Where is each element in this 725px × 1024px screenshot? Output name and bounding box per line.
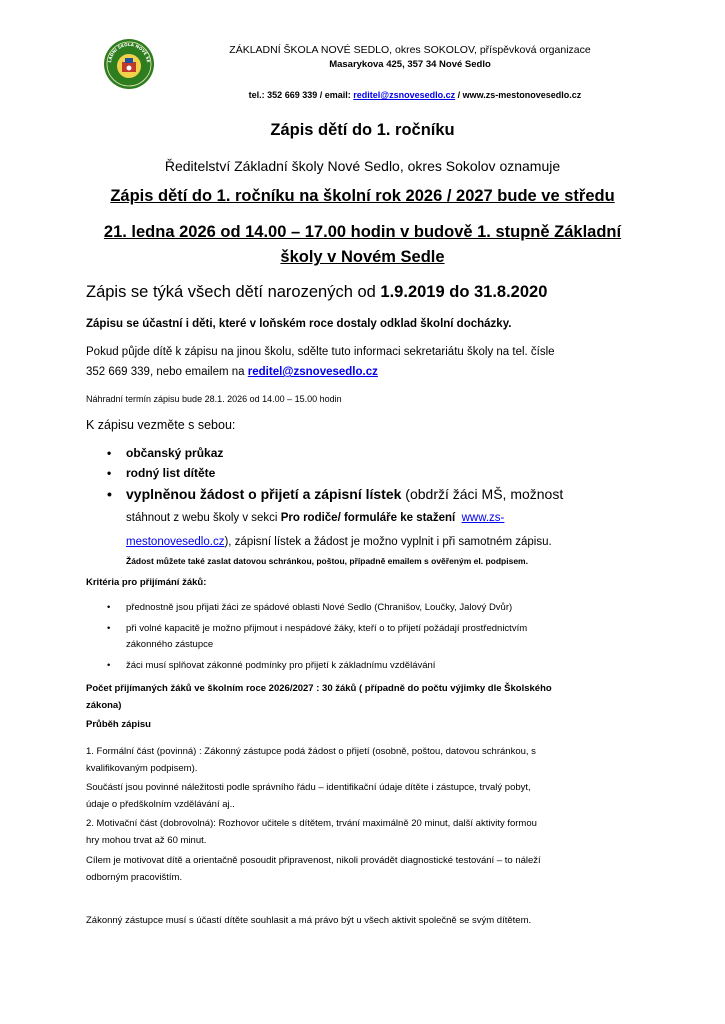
school-name: ZÁKLADNÍ ŠKOLA NOVÉ SEDLO, okres SOKOLOV, příspěvková organizace: [229, 44, 591, 56]
list-item: • rodný list dítěte: [107, 463, 627, 483]
requisites: Součástí jsou povinné náležitosti podle správního řádu – identifikační údaje dítěte i zástupce, trvalý pobyt, údaje o předškolním vzdělávání aj..: [86, 782, 531, 810]
birth-range-prefix: Zápis se týká všech dětí narozených od: [86, 283, 376, 301]
bring-list: [107, 443, 627, 569]
bring-heading: K zápisu vezměte s sebou:: [86, 418, 236, 432]
web-link[interactable]: www.zs-: [461, 512, 505, 524]
school-logo: [103, 38, 155, 90]
other-school-line-2: 352 669 339, nebo emailem na: [86, 366, 245, 378]
web-link-cont[interactable]: mestonovesedlo.cz: [126, 536, 225, 548]
svg-text:ZÁKLADNÍ ŠKOLA NOVÉ SEDLO: LADNÍ ŠKOLA NOVÉ SE: [107, 41, 151, 63]
criteria-heading: Kritéria pro přijímání žáků:: [86, 577, 207, 588]
headline-time: 21. ledna 2026 od 14.00 – 17.00 hodin v budově 1. stupně Základní: [103, 223, 622, 241]
list-item: • vyplněnou žádost o přijetí a zápisní lístek (obdrží žáci MŠ, možnost stáhnout z webu školy v sekci Pro rodiče/ formuláře ke stažení www.zs- mestonovesedlo.cz), zápisní lístek a žádost je možno vyplnit i při samotném zápisu. Žádost můžete také zaslat datovou schránkou, poštou, případně emailem s ověřeným el. podpisem.: [107, 483, 627, 569]
email-link[interactable]: reditel@zsnovesedlo.cz: [353, 90, 456, 100]
consent-note: Zákonný zástupce musí s účastí dítěte souhlasit a má právo být u všech aktivit společně se svým dítětem.: [86, 915, 532, 926]
contact-line: [150, 90, 680, 100]
headline-date-1: Zápis dětí do 1. ročníku na školní rok 2026 / 2027 bude ve středu: [110, 187, 615, 205]
formal-part: 1. Formální část (povinná) : Zákonný zástupce podá žádost o přijetí (osobně, poštou, datovou schránkou, s kvalifikovaným podpisem).: [86, 746, 536, 774]
list-item: • občanský průkaz: [107, 443, 627, 463]
phone: tel.: 352 669 339: [248, 90, 318, 100]
submit-note: Žádost můžete také zaslat datovou schránkou, poštou, případně emailem s ověřeným el. podpisem.: [126, 556, 528, 566]
motivation-part: 2. Motivační část (dobrovolná): Rozhovor učitele s dítětem, trvání maximálně 20 minut, další aktivity formou hry mohou trvat až 60 minut.: [86, 818, 537, 846]
birth-range-dates: 1.9.2019 do 31.8.2020: [380, 283, 548, 301]
other-school-line-1: Pokud půjde dítě k zápisu na jinou školu, sdělte tuto informaci sekretariátu školy na tel. čísle: [86, 346, 555, 358]
criteria-list: [107, 600, 627, 679]
other-school-email-link[interactable]: reditel@zsnovesedlo.cz: [247, 366, 378, 378]
deferred-note: Zápisu se účastní i děti, které v loňském roce dostaly odklad školní docházky.: [86, 318, 512, 330]
list-item: • při volné kapacitě je možno přijmout i nespádové žáky, kteří o to přijetí požádají prostřednictvím zákonného zástupce: [107, 621, 627, 653]
birth-range: [86, 283, 547, 302]
capacity-note: Počet přijímaných žáků ve školním roce 2026/2027 : 30 žáků ( případně do počtu výjimky dle Školského zákona): [86, 683, 552, 711]
school-address: Masarykova 425, 357 34 Nové Sedlo: [329, 59, 491, 70]
announcement: Ředitelství Základní školy Nové Sedlo, okres Sokolov oznamuje: [164, 158, 561, 174]
web-address: / www.zs-mestonovesedlo.cz: [457, 90, 582, 100]
list-item: • přednostně jsou přijati žáci ze spádové oblasti Nové Sedlo (Chranišov, Loučky, Jalový Dvůr): [107, 600, 627, 616]
headline-date-2: [70, 220, 655, 270]
list-item: • žáci musí splňovat zákonné podmínky pro přijetí k základnímu vzdělávání: [107, 658, 627, 674]
headline-place: školy v Novém Sedle: [280, 248, 445, 266]
other-school-note: [86, 342, 646, 382]
course-heading: Průběh zápisu: [86, 719, 151, 730]
email-label: / email:: [319, 90, 351, 100]
page-title: Zápis dětí do 1. ročníku: [270, 121, 455, 139]
aim-note: Cílem je motivovat dítě a orientačně posoudit připravenost, nikoli provádět diagnostické testování – to náleží odborným pracovištím.: [86, 855, 541, 883]
alternate-date: Náhradní termín zápisu bude 28.1. 2026 od 14.00 – 15.00 hodin: [86, 394, 342, 404]
